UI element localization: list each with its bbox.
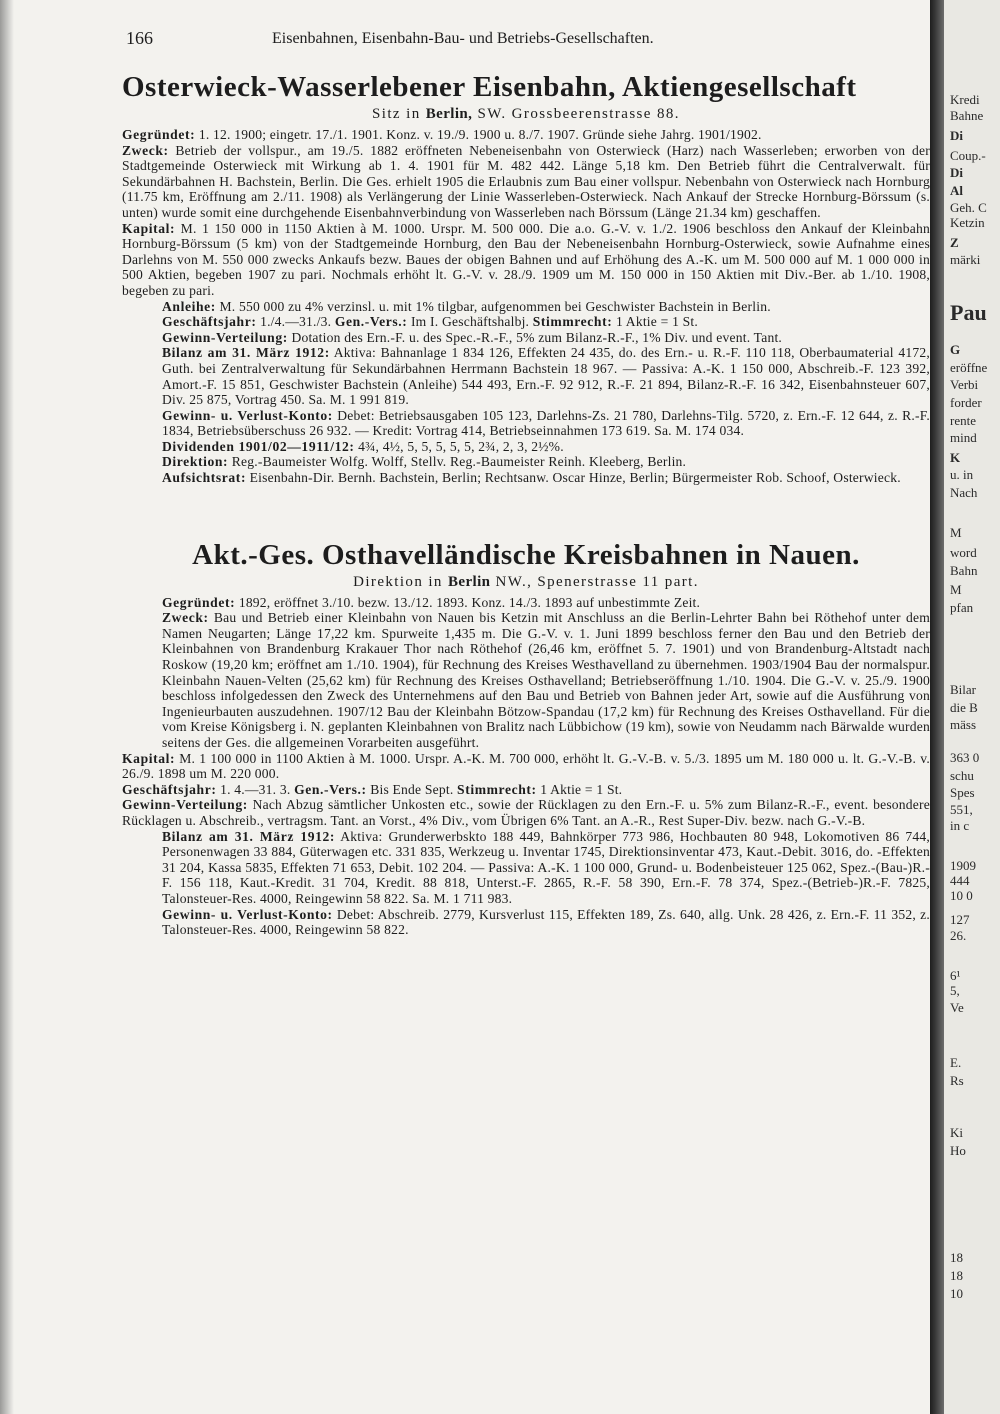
- section-text: Dotation des Ern.-F. u. des Spec.-R.-F., 5% zum Bilanz-R.-F., 1% Div. und event. Tant.: [287, 329, 783, 345]
- section-paragraph: [122, 408, 930, 439]
- adjacent-page-text: E.: [950, 1055, 962, 1070]
- adjacent-page-text: 26.: [950, 928, 967, 943]
- section-label: Gewinn- u. Verlust-Konto:: [162, 906, 333, 922]
- section-text: Aktiva: Grunderwerbskto 188 449, Bahnkörper 773 986, Hochbauten 80 948, Lokomotiven 86 744, Personenwagen 33 884, Güterwagen etc. 331 835, Werkzeug u. Inventar 1745, Direktionsinventar 473, Kaut.-Debit. 3016, do. -Effekten 31 204, Kassa 5835, Effekten 71 653, Debit. 102 204. — Passiva: A.-K. 1 100 000, Grund- u. Bodenbeisteuer 125 062, Spez.-(Bau-)R.-F. 156 118, Kaut.-Kredit. 31 704, Kredit. 88 818, Unterst.-F. 2865, R.-F. 58 390, Ern.-F. 78 374, Spez.-(Betrieb-)R.-F. 7825, Talonsteuer-Res. 4000, Reingewinn 58 822. Sa. M. 1 711 983.: [162, 828, 930, 906]
- company-title: Akt.-Ges. Osthavelländische Kreisbahnen in Nauen.: [192, 538, 860, 571]
- section-label: Gen.-Vers.:: [334, 314, 408, 330]
- section-paragraph: [122, 797, 930, 828]
- adjacent-page-text: 18: [950, 1250, 963, 1265]
- section-paragraph: [122, 782, 930, 798]
- section-label: Anleihe:: [162, 298, 216, 314]
- adjacent-page-text: 6¹: [950, 968, 961, 983]
- company-title: Osterwieck-Wasserlebener Eisenbahn, Aktiengesellschaft: [122, 71, 857, 103]
- section-paragraph: [122, 595, 930, 611]
- main-column: [122, 28, 930, 1408]
- section-paragraph: [122, 221, 930, 299]
- section-text: 4¾, 4½, 5, 5, 5, 5, 5, 2¾, 2, 3, 2½%.: [354, 438, 564, 454]
- section-label: Kapital:: [122, 220, 176, 236]
- adjacent-page-text: mind: [950, 430, 977, 445]
- adjacent-page-text: Ki: [950, 1125, 963, 1140]
- section-text: Im I. Geschäftshalbj.: [407, 314, 533, 330]
- address-prefix: Direktion in: [353, 573, 448, 590]
- adjacent-page-text: Ketzin: [950, 215, 985, 230]
- company-address: [122, 106, 930, 123]
- section-label: Geschäftsjahr:: [162, 314, 257, 330]
- adjacent-page-text: M: [950, 525, 962, 540]
- adjacent-page-text: Di: [950, 128, 963, 143]
- section-text: 1 Aktie = 1 St.: [612, 314, 698, 330]
- running-header-title: Eisenbahnen, Eisenbahn-Bau- und Betriebs-Gesellschaften.: [272, 30, 654, 47]
- adjacent-page-text: 10: [950, 1286, 963, 1301]
- adjacent-page-text: Ho: [950, 1143, 966, 1158]
- section-text: 1892, eröffnet 3./10. bezw. 13./12. 1893. Konz. 14./3. 1893 auf unbestimmte Zeit.: [235, 594, 701, 610]
- page-number: 166: [126, 28, 153, 48]
- adjacent-page-text: word: [950, 545, 977, 560]
- section-label: Zweck:: [162, 610, 209, 626]
- section-text: M. 1 150 000 in 1150 Aktien à M. 1000. Urspr. M. 500 000. Die a.o. G.-V. v. 1./2. 1906 beschloss den Ankauf der Kleinbahn Hornburg-Börssum (5 km) von der Stadtgemeinde Hornburg, den Bau der Nebeneisenbahn Hornburg-Osterwieck, sowie Aufnahme eines Darlehns von M. 550 000 zwecks Ankaufs bezw. Baues der obigen Bahnen und auf Erhöhung des A.-K. um M. 500 000 auf M. 1 000 000 in 500 Aktien, begeben 1907 zu pari. Nochmals erhöht lt. G.-V. v. 28./9. 1909 um M. 150 000 in 150 Aktien mit Div.-Ber. ab 1./10. 1908, begeben zu pari.: [122, 220, 930, 298]
- section-text: Bis Ende Sept.: [366, 781, 458, 797]
- adjacent-page-text: 1909: [950, 858, 976, 873]
- section-text: M. 550 000 zu 4% verzinsl. u. mit 1% tilgbar, aufgenommen bei Geschwister Bachstein in Berlin.: [215, 298, 771, 314]
- adjacent-page-text: pfan: [950, 600, 974, 615]
- adjacent-page-text: Verbi: [950, 377, 979, 392]
- adjacent-page-text: Geh. C: [950, 200, 987, 215]
- adjacent-page-text: 444: [950, 873, 970, 888]
- adjacent-page-text: Ve: [950, 1000, 964, 1015]
- entries-container: [122, 70, 930, 938]
- adjacent-page-text: 5,: [950, 983, 960, 998]
- left-binding-shadow: [0, 0, 14, 1414]
- section-label: Dividenden 1901/02—1911/12:: [162, 438, 355, 454]
- section-paragraph: [122, 330, 930, 346]
- company-address: [122, 574, 930, 591]
- address-street: NW., Spenerstrasse 11 part.: [490, 573, 699, 590]
- address-city: Berlin: [447, 573, 491, 590]
- section-paragraph: [122, 314, 930, 330]
- section-text: Bau und Betrieb einer Kleinbahn von Nauen bis Ketzin mit Anschluss an die Berlin-Lehrter Bahn bei Röthehof unter dem Namen Neugarten; Länge 17,22 km. Spurweite 1,435 m. Die G.-V. v. 1. Juni 1899 beschloss ferner den Bau und den Betrieb der Kleinbahnen von Brandenburg Krakauer Thor nach Röthehof (26,46 km, eröffnet 5. 7. 1901) und von Brandenburg-Altstadt nach Roskow (19,20 km; eröffnet am 1./10. 1904), für Rechnung des Kreises Westhavelland zu übernehmen. 1903/1904 Bau der normalspur. Kleinbahn Nauen-Velten (25,62 km) für Rechnung des Kreises Osthavelland; Betriebseröffnung 1./10. 1904. Die G.-V. v. 25./9. 1900 beschloss infolgedessen den Zweck des Unternehmens auf den Bau und Betrieb von Bahnen jeder Art, sowie auf die Ausführung von Ingenieurbauten auszudehnen. 1907/12 Bau der Kleinbahn Bötzow-Spandau (17,2 km) für Rechnung des Kreises Osthavelland. Für die vom Kreise Königsberg i. N. geplanten Kleinbahnen von Bralitz nach Lübbichow (19 km), sowie von Neudamm nach Bärwalde wurden seitens der Ges. die allgemeinen Vorarbeiten ausgeführt.: [162, 610, 930, 750]
- section-label: Direktion:: [162, 454, 229, 470]
- section-label: Stimmrecht:: [532, 314, 613, 330]
- section-text: 1./4.—31./3.: [256, 314, 335, 330]
- adjacent-page-text: mäss: [950, 717, 976, 732]
- adjacent-page-text: schu: [950, 768, 974, 783]
- adjacent-page-text: Spes: [950, 785, 975, 800]
- entry-body: [122, 595, 930, 938]
- address-city: Berlin,: [425, 106, 473, 122]
- section-label: Geschäftsjahr:: [122, 781, 217, 797]
- section-paragraph: [122, 439, 930, 455]
- section-text: Betrieb der vollspur., am 19./5. 1882 eröffneten Nebeneisenbahn von Osterwieck (Harz) nach Wasserleben; erworben von der Stadtgemeinde Osterwieck mit Wirkung ab 1. 4. 1901 für M. 482 442. Länge 5,18 km. Den Betrieb führt die Centralverwalt. für Sekundärbahnen H. Bachstein, Berlin. Die Ges. erhielt 1905 die Erlaubnis zum Bau einer vollspur. Nebenbahn von Osterwieck nach Hornburg (11.75 km, Eröffnung am 2./11. 1908) als Verlängerung der Linie Wasserleben-Osterwieck. Nach Ankauf der Strecke Hornburg-Börssum (s. unten) wurde somit eine durchgehende Eisenbahnverbindung von Wasserleben nach Börssum (Länge 21.34 km) geschaffen.: [122, 142, 930, 220]
- section-paragraph: [122, 127, 930, 143]
- section-text: 1. 12. 1900; eingetr. 17./1. 1901. Konz. v. 19./9. 1900 u. 8./7. 1907. Gründe siehe Jahrg. 1901/1902.: [195, 127, 762, 142]
- section-text: Reg.-Baumeister Wolfg. Wolff, Stellv. Reg.-Baumeister Reinh. Kleeberg, Berlin.: [228, 454, 687, 470]
- adjacent-page-text: Z: [950, 235, 959, 250]
- adjacent-page-text: die B: [950, 700, 978, 715]
- adjacent-page-text: forder: [950, 395, 982, 410]
- section-label: Gewinn-Verteilung:: [162, 329, 288, 345]
- adjacent-page-text: Bahne: [950, 108, 984, 123]
- section-label: Gegründet:: [122, 127, 196, 142]
- adjacent-page-text: märki: [950, 252, 981, 267]
- section-label: Gegründet:: [162, 594, 236, 610]
- section-text: Eisenbahn-Dir. Bernh. Bachstein, Berlin; Rechtsanw. Oscar Hinze, Berlin; Bürgermeister Rob. Schoof, Osterwieck.: [246, 470, 901, 486]
- adjacent-page-text: Pau: [950, 300, 987, 325]
- section-label: Gewinn- u. Verlust-Konto:: [162, 407, 333, 423]
- section-text: 1. 4.—31. 3.: [216, 781, 295, 797]
- page-gutter-shadow: [930, 0, 944, 1414]
- adjacent-page-text: 551,: [950, 802, 973, 817]
- adjacent-page-text: 10 0: [950, 888, 973, 903]
- section-label: Zweck:: [122, 142, 169, 158]
- section-text: 1 Aktie = 1 St.: [536, 781, 623, 797]
- adjacent-page-text: Nach: [950, 485, 978, 500]
- adjacent-page-text: Al: [950, 183, 963, 198]
- company-entry: [122, 70, 930, 486]
- section-label: Gen.-Vers.:: [294, 781, 367, 797]
- adjacent-page-text: 363 0: [950, 750, 980, 765]
- adjacent-page-text: G: [950, 342, 961, 357]
- adjacent-page-text: Rs: [950, 1073, 964, 1088]
- section-label: Bilanz am 31. März 1912:: [162, 828, 336, 844]
- adjacent-page-text: in c: [950, 818, 970, 833]
- section-paragraph: [122, 829, 930, 907]
- adjacent-page-text: rente: [950, 413, 976, 428]
- section-paragraph: [122, 299, 930, 315]
- section-label: Stimmrecht:: [457, 781, 537, 797]
- adjacent-page-text: Di: [950, 165, 963, 180]
- section-text: Nach Abzug sämtlicher Unkosten etc., sowie der Rücklagen zu den Ern.-F. u. 5% zum Bilanz-R.-F., event. besondere Rücklagen u. Abschreib., vertragsm. Tant. an Vorst., 4% Div., vom Übrigen 6% Tant. an A.-R., Rest Super-Div. bezw. nach G.-V.-B.: [122, 797, 930, 828]
- section-paragraph: [122, 907, 930, 938]
- adjacent-page-text: 18: [950, 1268, 963, 1283]
- section-paragraph: [122, 610, 930, 750]
- section-paragraph: [122, 470, 930, 486]
- adjacent-page-text: Coup.-: [950, 148, 986, 163]
- entry-separator: [122, 486, 930, 538]
- section-text: M. 1 100 000 in 1100 Aktien à M. 1000. Urspr. A.-K. M. 700 000, erhöht lt. G.-V.-B. v. 5./3. 1895 um M. 180 000 u. lt. G.-V.-B. v. 26./9. 1898 um M. 220 000.: [122, 750, 930, 782]
- adjacent-page-text: Kredi: [950, 92, 980, 107]
- adjacent-page-text: M: [950, 582, 962, 597]
- company-entry: [122, 486, 930, 938]
- adjacent-page-text: 127: [950, 912, 970, 927]
- section-text: Debet: Betriebsausgaben 105 123, Darlehns-Zs. 21 780, Darlehns-Tilg. 5720, z. Ern.-F. 12 644, z. R.-F. 1834, Betriebsüberschuss 26 932. — Kredit: Vortrag 414, Betriebseinnahmen 173 619. Sa. M. 174 034.: [162, 407, 930, 439]
- section-paragraph: [122, 143, 930, 221]
- section-label: Aufsichtsrat:: [162, 470, 247, 486]
- section-paragraph: [122, 751, 930, 782]
- section-paragraph: [122, 345, 930, 407]
- adjacent-page-fragment: [944, 0, 1000, 1414]
- address-street: SW. Grossbeerenstrasse 88.: [472, 106, 680, 122]
- adjacent-page-text: Bilar: [950, 682, 976, 697]
- section-text: Debet: Abschreib. 2779, Kursverlust 115, Effekten 189, Zs. 640, allg. Unk. 28 426, z. Ern.-F. 11 352, z. Talonsteuer-Res. 4000, Reingewinn 58 822.: [162, 906, 930, 938]
- section-paragraph: [122, 454, 930, 470]
- adjacent-page-text: eröffne: [950, 360, 988, 375]
- running-header: [122, 28, 930, 56]
- section-text: Aktiva: Bahnanlage 1 834 126, Effekten 24 435, do. des Ern.- u. R.-F. 110 118, Oberbaumaterial 4172, Guth. bei Zentralverwaltung für Sekundärbahnen Herrmann Bachstein 18 967. — Passiva: A.-K. 1 150 000, Abschreib.-F. 123 392, Amort.-F. 15 851, Geschwister Bachstein (Anleihe) 544 493, Ern.-F. 92 912, R.-F. 21 894, Bilanz-R.-F. 16 342, Eisenbahnsteuer 607, Div. 25 875, Vortrag 450. Sa. M. 1 991 819.: [162, 345, 930, 408]
- section-label: Bilanz am 31. März 1912:: [162, 345, 330, 361]
- adjacent-page-text: Bahn: [950, 563, 978, 578]
- address-prefix: Sitz in: [372, 106, 426, 122]
- adjacent-page-text: u. in: [950, 467, 974, 482]
- section-label: Kapital:: [122, 750, 176, 766]
- section-label: Gewinn-Verteilung:: [122, 797, 248, 813]
- adjacent-page-text: K: [950, 450, 961, 465]
- entry-body: [122, 127, 930, 486]
